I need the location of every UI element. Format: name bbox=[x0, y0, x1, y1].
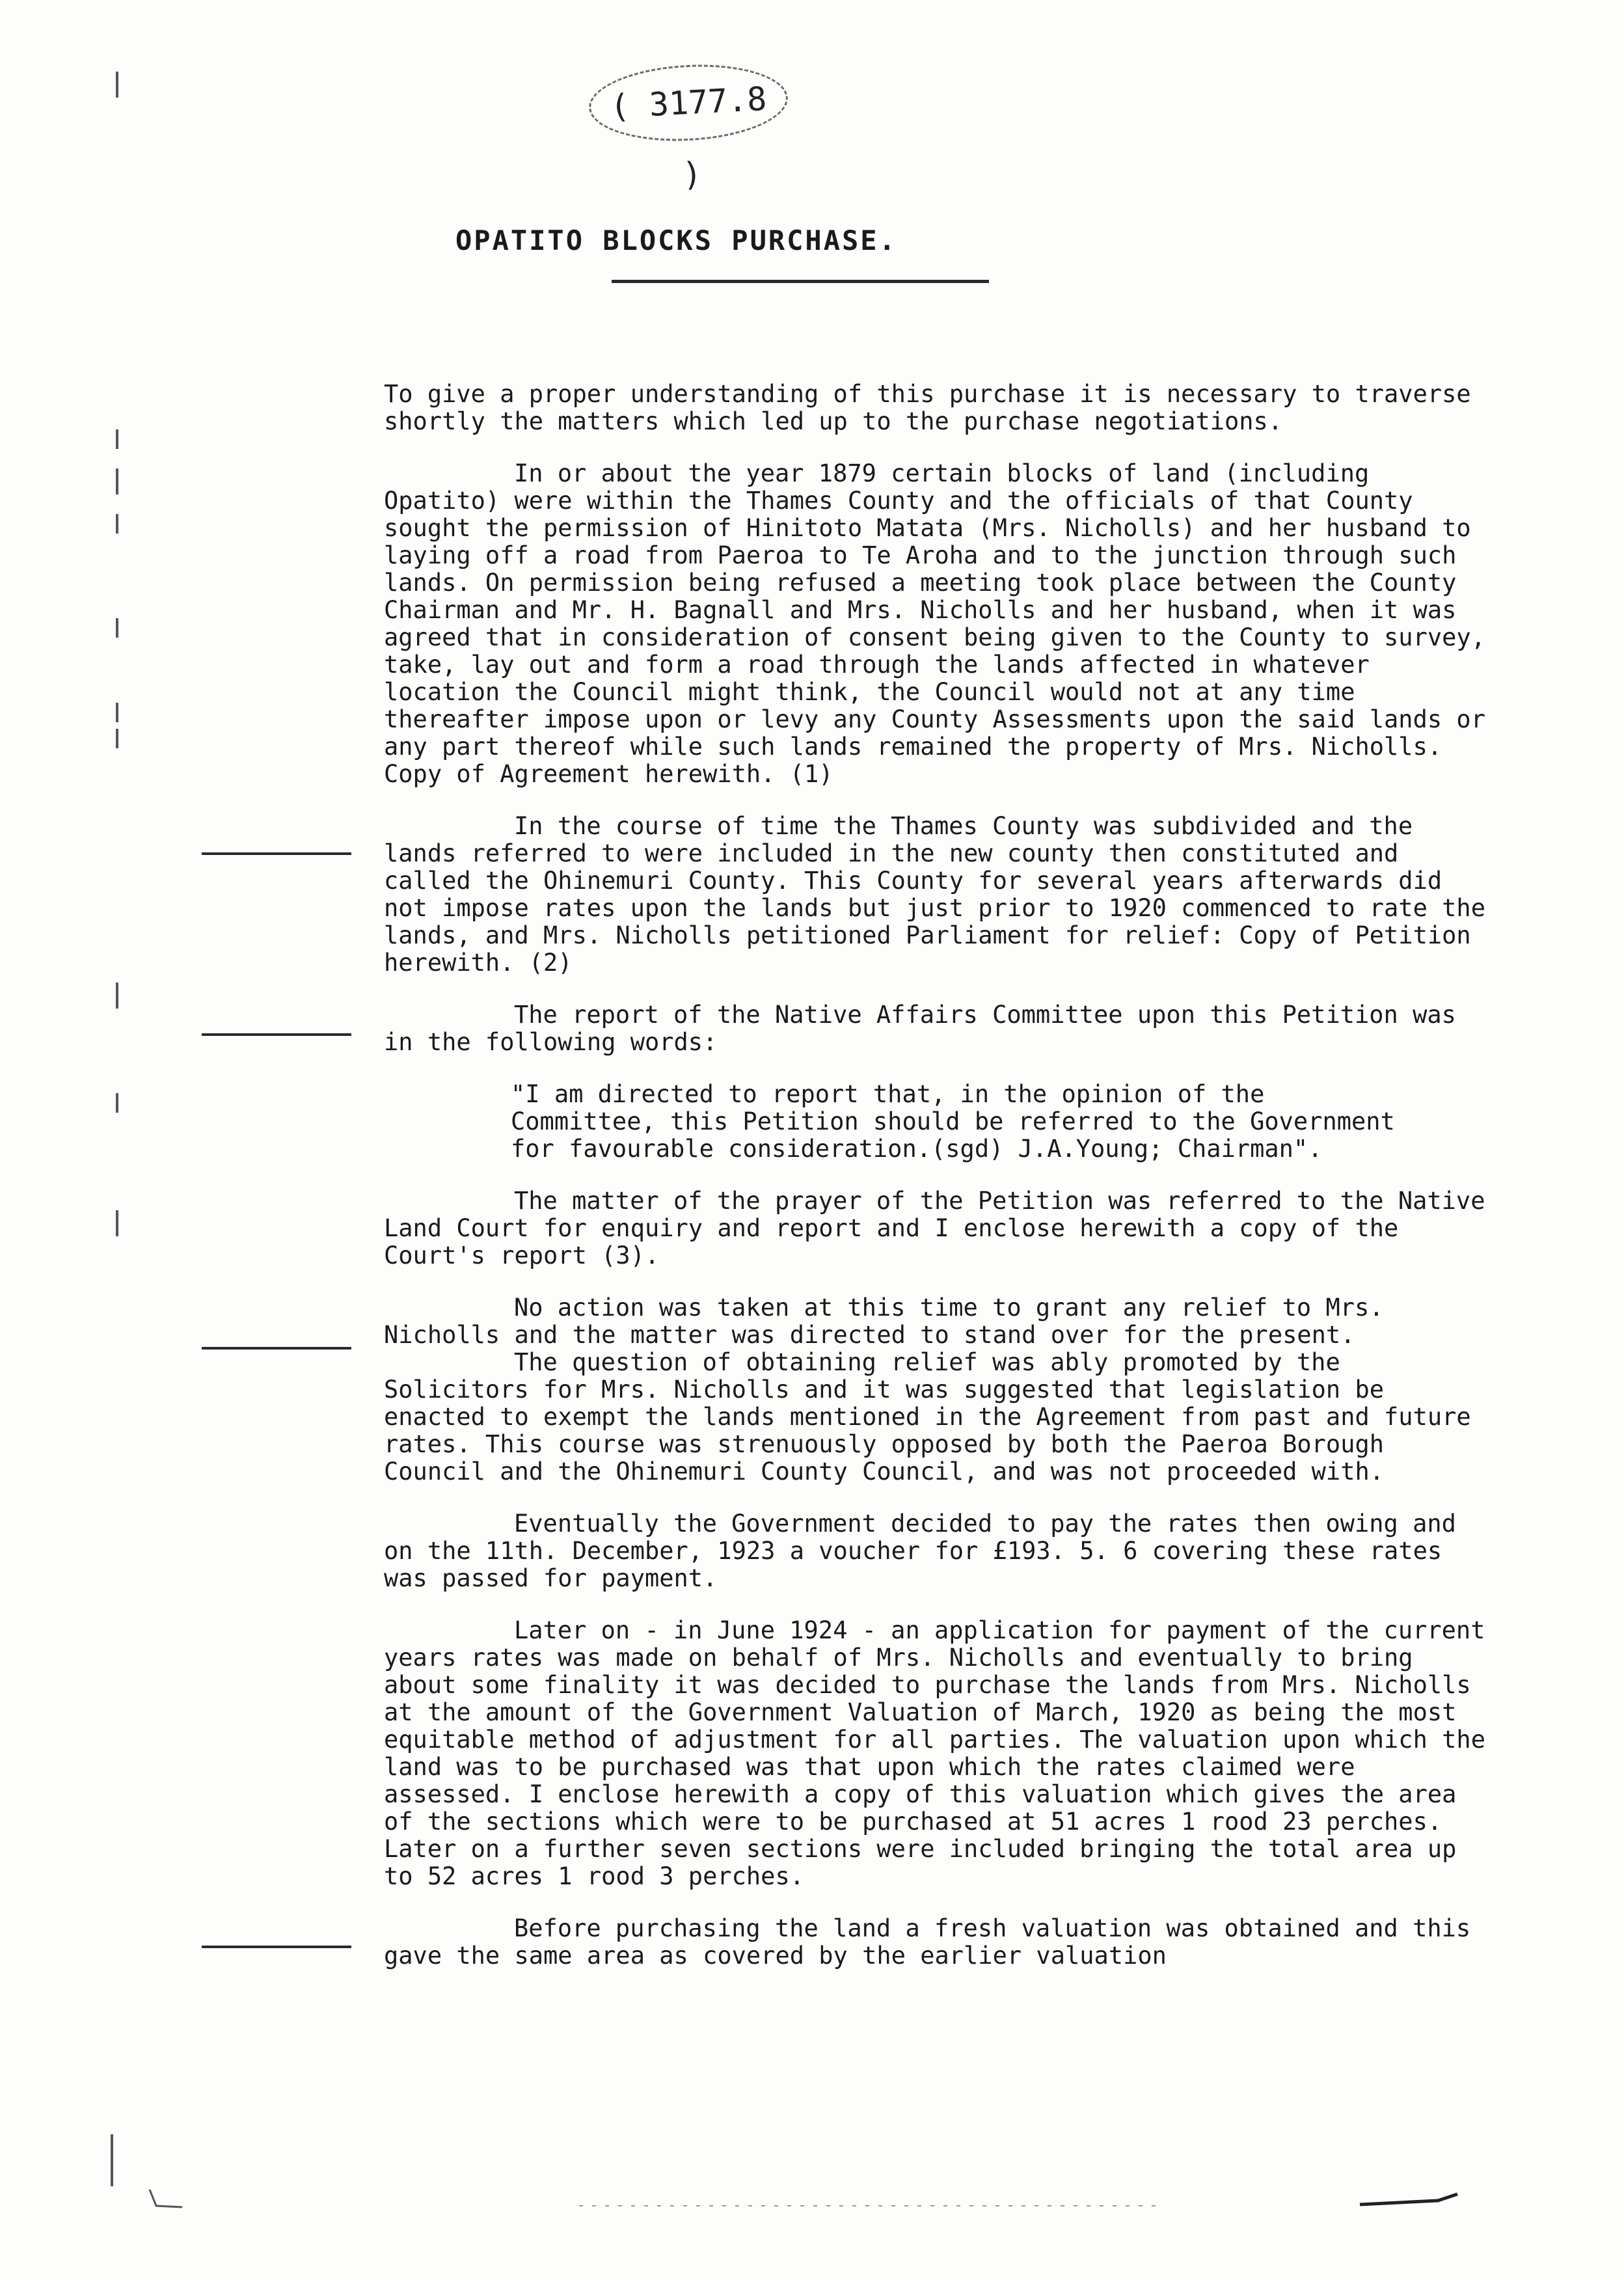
reference-number: ( 3177.8 ) bbox=[587, 60, 790, 146]
margin-mark-1 bbox=[202, 852, 351, 855]
binding-mark bbox=[116, 703, 118, 722]
binding-mark bbox=[116, 1210, 118, 1236]
scan-footer-noise bbox=[137, 2186, 1490, 2212]
paragraph-4: The matter of the prayer of the Petition was referred to the Native Land Court for enquiry and report and I enclose herewith a copy of the Court's report (3). bbox=[384, 1187, 1500, 1269]
binding-mark bbox=[116, 514, 118, 534]
paragraph-3: The report of the Native Affairs Committee upon this Petition was in the following words: bbox=[384, 1001, 1471, 1056]
binding-mark bbox=[116, 1093, 118, 1113]
paragraph-1: In or about the year 1879 certain blocks of land (including Opatito) were within the Thames County and the officials of that County sought the permission of Hinitoto Matata (Mrs. Nicholls) and her husband to laying off a road from Paeroa to Te Aroha and to the junction through such lands. On permission being refused a meeting took place between the County Chairman and Mr. H. Bagnall and Mrs. Nicholls and her husband, when it was agreed that in consideration of consent being given to the County to survey, take, lay out and form a road through the lands affected in whatever location the Council might think, the Council would not at any time thereafter impose upon or levy any County Assessments upon the said lands or any part thereof while such lands remained the property of Mrs. Nicholls. Copy of Agreement herewith. (1) bbox=[384, 459, 1500, 788]
binding-mark bbox=[111, 2134, 113, 2186]
document-body bbox=[384, 380, 1500, 1994]
paragraph-2: In the course of time the Thames County was subdivided and the lands referred to were included in the new county then constituted and called the Ohinemuri County. This County for several years afterwards did not impose rates upon the lands but just prior to 1920 commenced to rate the lands, and Mrs. Nicholls petitioned Parliament for relief: Copy of Petition herewith. (2) bbox=[384, 812, 1500, 977]
paragraph-5: No action was taken at this time to grant any relief to Mrs. Nicholls and the matter was directed to stand over for the present. bbox=[384, 1294, 1398, 1349]
margin-mark-4 bbox=[202, 1946, 351, 1948]
title-underline bbox=[612, 280, 989, 283]
paragraph-intro: To give a proper understanding of this purchase it is necessary to traverse shortly the matters which led up to the purchase negotiations. bbox=[384, 380, 1485, 435]
binding-mark bbox=[116, 983, 118, 1009]
margin-mark-2 bbox=[202, 1033, 351, 1036]
binding-mark bbox=[116, 618, 118, 638]
committee-quote: "I am directed to report that, in the opinion of the Committee, this Petition should be referred to the Government for favourable consideration.(sgd) J.A.Young; Chairman". bbox=[511, 1080, 1410, 1163]
paragraph-9: Before purchasing the land a fresh valuation was obtained and this gave the same area as covered by the earlier valuation bbox=[384, 1914, 1485, 1970]
binding-mark bbox=[116, 429, 118, 449]
margin-mark-3 bbox=[202, 1347, 351, 1350]
paragraph-6: The question of obtaining relief was ably promoted by the Solicitors for Mrs. Nicholls and it was suggested that legislation be enacted to exempt the lands mentioned in the Agreement from past and future rates. This course was strenuously opposed by both the Paeroa Borough Council and the Ohinemuri County Council, and was not proceeded with. bbox=[384, 1348, 1485, 1486]
binding-mark bbox=[116, 468, 118, 495]
binding-mark bbox=[116, 72, 118, 98]
binding-mark bbox=[116, 729, 118, 748]
paragraph-7: Eventually the Government decided to pay the rates then owing and on the 11th. December, 1923 a voucher for £193. 5. 6 covering these rates was passed for payment. bbox=[384, 1510, 1471, 1592]
document-title: OPATITO BLOCKS PURCHASE. bbox=[455, 224, 897, 256]
paragraph-8: Later on - in June 1924 - an application for payment of the current years rates was made on behalf of Mrs. Nicholls and eventually to bring about some finality it was decided to purchase the lands from Mrs. Nicholls at the amount of the Government Valuation of March, 1920 as being the most equitable method of adjustment for all parties. The valuation upon which the land was to be purchased was that upon which the rates claimed were assessed. I enclose herewith a copy of this valuation which gives the area of the sections which were to be purchased at 51 acres 1 rood 23 perches. Later on a further seven sections were included bringing the total area up to 52 acres 1 rood 3 perches. bbox=[384, 1616, 1500, 1890]
